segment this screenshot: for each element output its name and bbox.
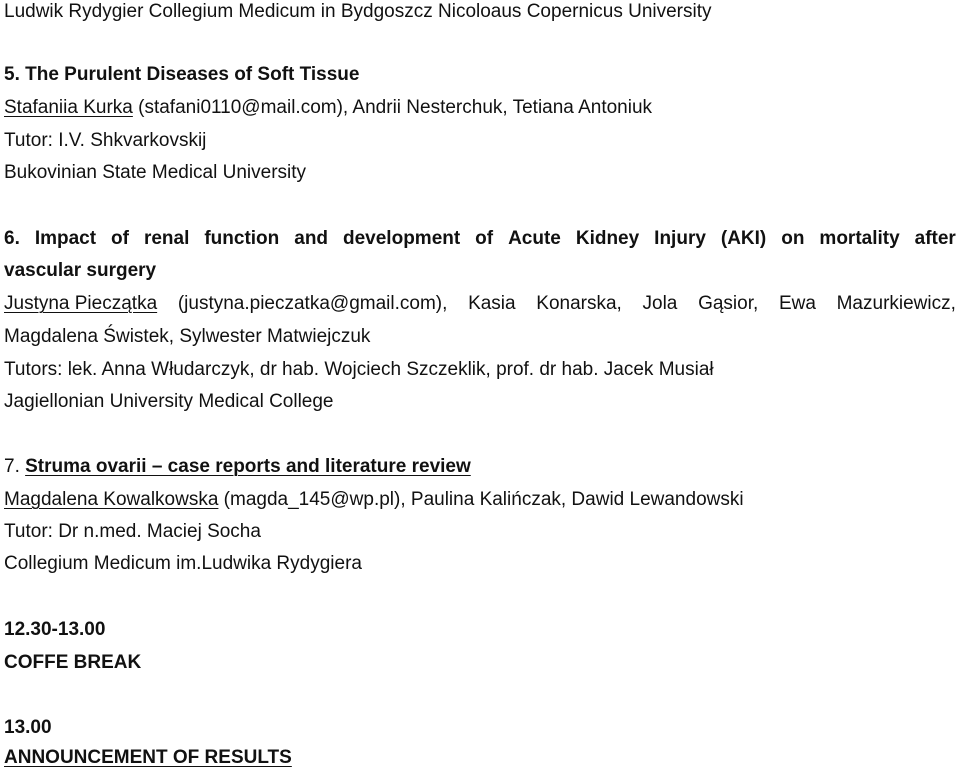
- entry-7-institution: Collegium Medicum im.Ludwika Rydygiera: [4, 553, 362, 574]
- entry-6-title-word: (AKI): [720, 228, 767, 249]
- entry-6-author-word: Konarska,: [536, 293, 622, 314]
- entry-7-presenter: Magdalena Kowalkowska: [4, 489, 219, 510]
- entry-7-tutor: Tutor: Dr n.med. Maciej Socha: [4, 521, 261, 542]
- entry-6-title-word: renal: [143, 228, 190, 249]
- entry-6-title-word: and: [294, 228, 329, 249]
- entry-6-title-word: after: [914, 228, 956, 249]
- entry-6-author-word: Mazurkiewicz,: [836, 293, 956, 314]
- entry-6-title-word: of: [111, 228, 129, 249]
- entry-6-title-word: of: [475, 228, 494, 249]
- entry-7-title-text: Struma ovarii – case reports and literature review: [25, 456, 471, 477]
- entry-5-institution: Bukovinian State Medical University: [4, 162, 307, 183]
- entry-5-authors-rest: (stafani0110@mail.com), Andrii Nesterchuk, Tetiana Antoniuk: [132, 97, 653, 118]
- break-time: 12.30-13.00: [4, 619, 106, 640]
- results-time: 13.00: [4, 717, 52, 738]
- entry-6-title-word: 6.: [4, 228, 20, 249]
- entry-7-authors-rest: (magda_145@wp.pl), Paulina Kalińczak, Dawid Lewandowski: [218, 489, 744, 510]
- entry-7-number: 7.: [4, 456, 26, 477]
- entry-7-title: [4, 455, 471, 479]
- entry-6-title-word: mortality: [819, 228, 900, 249]
- entry-6-title-word: development: [343, 228, 461, 249]
- university-header: Ludwik Rydygier Collegium Medicum in Bydgoszcz Nicoloaus Copernicus University: [4, 1, 712, 22]
- entry-6-authors-line2: Magdalena Świstek, Sylwester Matwiejczuk: [4, 326, 371, 347]
- entry-6-author-word: Gąsior,: [698, 293, 759, 314]
- entry-6-title-word: on: [781, 228, 805, 249]
- entry-6-title-word: Kidney: [575, 228, 640, 249]
- entry-6-title-line1: [4, 227, 956, 251]
- entry-6-tutors: Tutors: lek. Anna Włudarczyk, dr hab. Wojciech Szczeklik, prof. dr hab. Jacek Musiał: [4, 359, 714, 380]
- entry-6-title-word: function: [204, 228, 280, 249]
- entry-5-authors: [4, 96, 652, 120]
- entry-6-author-word: (justyna.pieczatka@gmail.com),: [177, 293, 448, 314]
- entry-6-title-line2: vascular surgery: [4, 260, 157, 281]
- entry-6-authors-line1: [4, 292, 956, 316]
- entry-5-title: 5. The Purulent Diseases of Soft Tissue: [4, 64, 360, 85]
- entry-6-title-word: Acute: [508, 228, 561, 249]
- entry-6-author-word: Kasia: [468, 293, 516, 314]
- entry-7-authors: [4, 488, 744, 512]
- entry-6-institution: Jagiellonian University Medical College: [4, 391, 334, 412]
- break-label: COFFE BREAK: [4, 652, 142, 673]
- entry-6-title-word: Injury: [654, 228, 706, 249]
- entry-6-author-word: Jola: [642, 293, 678, 314]
- results-label: ANNOUNCEMENT OF RESULTS: [4, 747, 292, 768]
- entry-6-presenter: Justyna Pieczątka: [4, 293, 158, 314]
- entry-6-author-word: Ewa: [778, 293, 816, 314]
- entry-5-tutor: Tutor: I.V. Shkvarkovskij: [4, 130, 207, 151]
- entry-5-presenter: Stafaniia Kurka: [4, 97, 133, 118]
- entry-6-title-word: Impact: [34, 228, 97, 249]
